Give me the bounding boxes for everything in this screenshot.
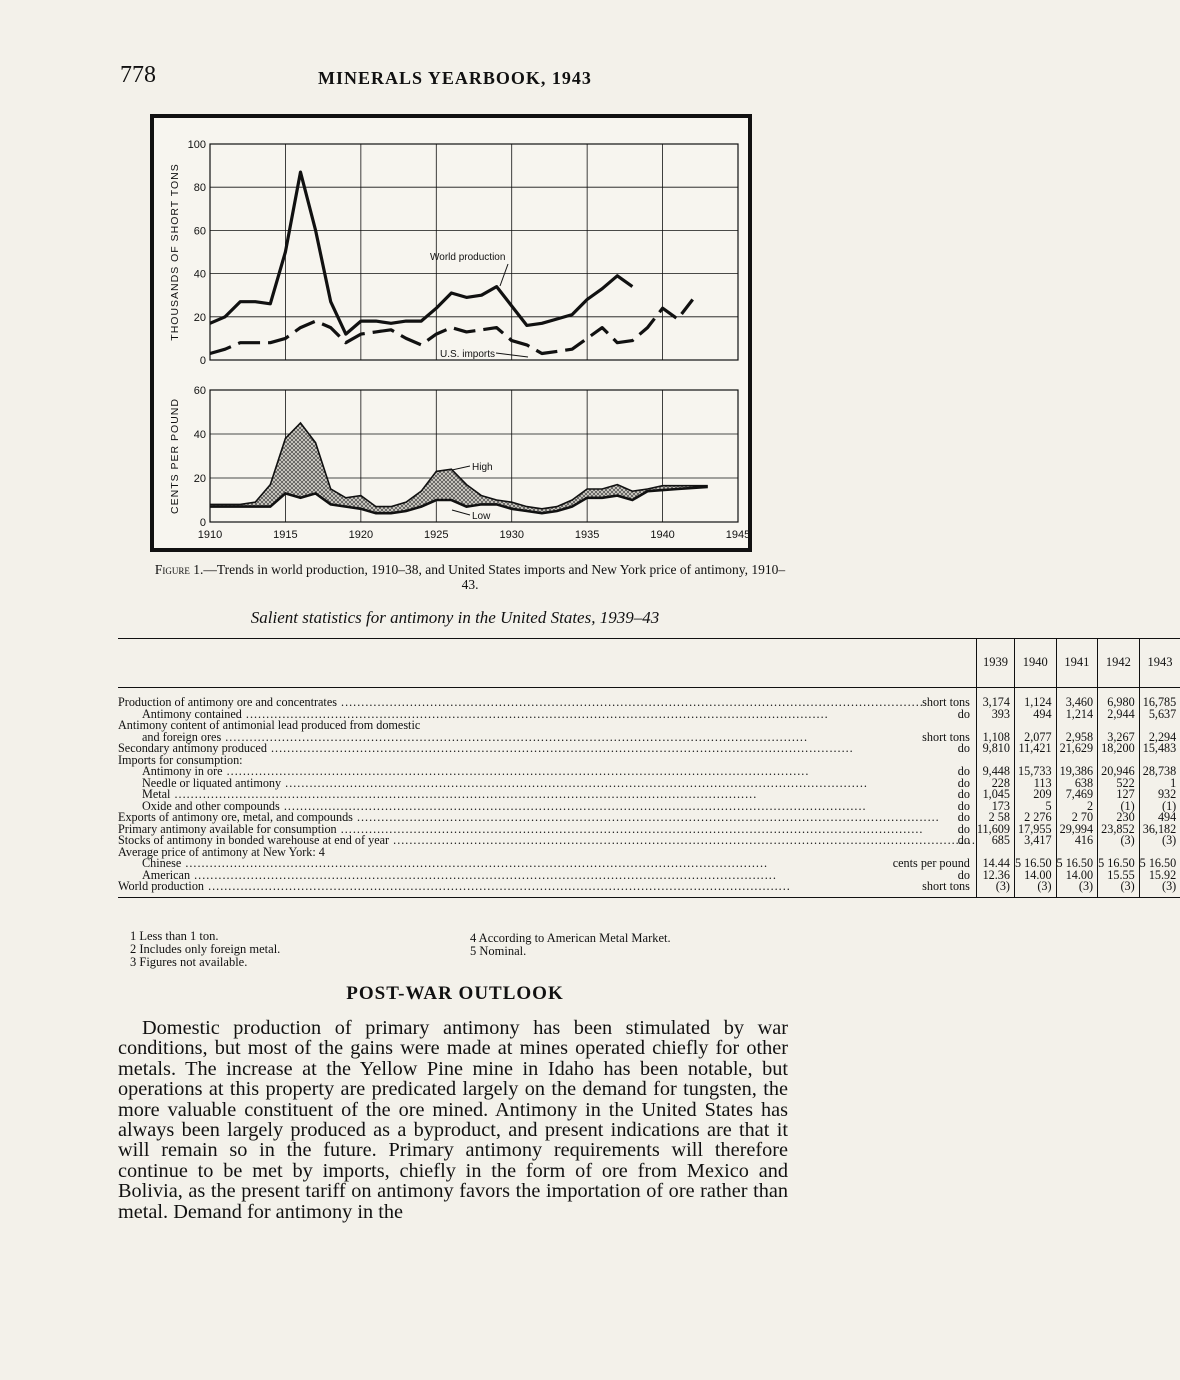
table-cell: 2,294 — [1139, 732, 1180, 744]
y-tick-label: 40 — [193, 268, 206, 281]
y-axis-label: CENTS PER POUND — [169, 398, 181, 514]
footnotes-left — [130, 930, 280, 969]
table-cell: 2 70 — [1056, 812, 1098, 824]
table-cell: 416 — [1056, 835, 1098, 847]
table-cell: 393 — [976, 709, 1014, 721]
annotation-us-imports: U.S. imports — [440, 349, 496, 360]
row-unit: short tons — [922, 729, 970, 744]
column-header: 1940 — [1014, 639, 1056, 688]
running-head: MINERALS YEARBOOK, 1943 — [318, 68, 592, 88]
table-cell: 228 — [976, 778, 1014, 790]
x-tick-label: 1945 — [725, 529, 751, 541]
table-cell: 15,483 — [1139, 743, 1180, 755]
table-cell: 14.44 — [976, 858, 1014, 870]
x-tick-label: 1915 — [273, 529, 298, 541]
footnotes-right — [470, 932, 671, 958]
table-cell: (3) — [1139, 835, 1180, 847]
table-cell: 1,045 — [976, 789, 1014, 801]
table-cell: 18,200 — [1098, 743, 1140, 755]
table-title: Salient statistics for antimony in the United States, 1939–43 — [250, 608, 660, 627]
y-tick-label: 40 — [193, 429, 206, 441]
row-unit: short tons — [922, 879, 970, 893]
y-axis-label: THOUSANDS OF SHORT TONS — [169, 163, 181, 341]
row-label-text: Chinese ..... — [142, 856, 768, 870]
production-imports-panel — [169, 139, 738, 367]
table-cell: 7,469 — [1056, 789, 1098, 801]
price-panel — [169, 385, 750, 541]
table-cell: 17,955 — [1014, 824, 1056, 836]
row-label-text: Antimony content of antimonial lead produced from domestic — [118, 718, 421, 732]
table-cell: 5,637 — [1139, 709, 1180, 721]
x-tick-label: 1940 — [650, 529, 675, 541]
table-cell: 15,733 — [1014, 766, 1056, 778]
annotation-arrow — [452, 466, 470, 470]
column-header: 1941 — [1056, 639, 1098, 688]
page-number: 778 — [120, 62, 156, 88]
row-unit: do — [957, 798, 970, 813]
table-cell: 494 — [1014, 709, 1056, 721]
row-label-text: Primary antimony available for consumption ..... — [118, 822, 923, 836]
table-cell: 3,417 — [1014, 835, 1056, 847]
row-unit: do — [957, 810, 970, 824]
caption-text: —Trends in world production, 1910–38, and United States imports and New York price of antimony, 1910–43. — [203, 562, 786, 592]
y-tick-label: 80 — [193, 182, 206, 195]
row-unit: do — [957, 741, 970, 755]
table-cell: (1) — [1139, 801, 1180, 813]
table-cell: 14.00 — [1056, 870, 1098, 882]
y-tick-label: 100 — [187, 139, 206, 151]
body-paragraph: Domestic production of primary antimony has been stimulated by war conditions, but most of the gains were made at mines operated chiefly for other metals. The increase at the Yellow Pine mine in Idaho has been notable, but operations at this property are predicated largely on the demand for tungsten, the more valuable constituent of the ore mined. Antimony in the United States has always been largely produced as a byproduct, and present indications are that it will remain so in the future. Primary antimony requirements will therefore continue to be met by imports, chiefly in the form of ore from Mexico and Bolivia, as the present tariff on antimony favors the importation of ore rather than metal. Demand for antimony in the — [118, 1017, 788, 1223]
y-tick-label: 20 — [193, 311, 206, 324]
annotation-low: Low — [472, 511, 491, 522]
table-cell: 36,182 — [1139, 824, 1180, 836]
y-tick-label: 60 — [193, 225, 206, 238]
table-cell: 20,946 — [1098, 766, 1140, 778]
table-cell: 209 — [1014, 789, 1056, 801]
table-cell: (3) — [1098, 881, 1140, 897]
row-label-text: Exports of antimony ore, metal, and compounds ..... — [118, 810, 940, 824]
y-tick-label: 60 — [193, 385, 206, 397]
y-tick-label: 0 — [199, 355, 206, 367]
table-cell: 2,944 — [1098, 709, 1140, 721]
table-cell: 1 — [1139, 778, 1180, 790]
annotation-world-production: World production — [430, 252, 506, 263]
table-cell: 14.00 — [1014, 870, 1056, 882]
column-header: 1939 — [976, 639, 1014, 688]
table-cell: (3) — [1056, 881, 1098, 897]
footnote: 3 Figures not available. — [130, 955, 248, 969]
table-cell: 15.55 — [1098, 870, 1140, 882]
figure-chart — [150, 114, 752, 552]
table-row — [118, 688, 1180, 709]
column-header: 1942 — [1098, 639, 1140, 688]
annotation-arrow — [500, 264, 508, 286]
row-unit: do — [957, 787, 970, 801]
annotation-arrow — [452, 510, 470, 515]
table-cell: 3,460 — [1056, 688, 1098, 709]
section-heading: POST-WAR OUTLOOK — [346, 983, 564, 1004]
row-label-text: Stocks of antimony in bonded warehouse at end of year ..... — [118, 833, 976, 847]
row-label-text: Production of antimony ore and concentrates ..... — [118, 695, 924, 709]
table-cell: 19,386 — [1056, 766, 1098, 778]
table-cell: (1) — [1098, 801, 1140, 813]
table-cell: 5 16.50 — [1139, 858, 1180, 870]
table-cell: 2,958 — [1056, 732, 1098, 744]
salient-statistics-table — [118, 638, 1180, 898]
table-cell: 9,448 — [976, 766, 1014, 778]
table-cell: 5 — [1014, 801, 1056, 813]
table-cell: 28,738 — [1139, 766, 1180, 778]
row-label-text: American ..... — [142, 868, 777, 882]
table-cell: 1,108 — [976, 732, 1014, 744]
row-label-text: World production ..... — [118, 879, 791, 893]
table-cell: 3,174 — [976, 688, 1014, 709]
row-label-text: Antimony in ore ..... — [142, 764, 809, 778]
table-cell: 5 16.50 — [1098, 858, 1140, 870]
table-cell: 11,421 — [1014, 743, 1056, 755]
table-cell: (3) — [1139, 881, 1180, 897]
table-cell: 1,124 — [1014, 688, 1056, 709]
x-tick-label: 1925 — [424, 529, 449, 541]
series-line-us-imports — [210, 300, 693, 354]
table-cell: 173 — [976, 801, 1014, 813]
table-cell: 494 — [1139, 812, 1180, 824]
x-tick-label: 1935 — [574, 529, 600, 541]
table-cell: 2,077 — [1014, 732, 1056, 744]
row-label-text: Secondary antimony produced ..... — [118, 741, 854, 755]
row-label — [118, 743, 976, 755]
footnote: 1 Less than 1 ton. — [130, 929, 219, 943]
stub-header — [118, 639, 976, 688]
series-line-world-production — [210, 172, 632, 334]
table-cell: 2 58 — [976, 812, 1014, 824]
table-cell: 638 — [1056, 778, 1098, 790]
table-cell: 15.92 — [1139, 870, 1180, 882]
footnote: 4 According to American Metal Market. — [470, 931, 671, 945]
row-label-text: Needle or liquated antimony ..... — [142, 776, 868, 790]
table-cell: 932 — [1139, 789, 1180, 801]
row-label-text: Oxide and other compounds ..... — [142, 799, 867, 813]
y-tick-label: 0 — [199, 517, 206, 529]
row-unit: do — [957, 821, 970, 836]
table-header-row — [118, 639, 1180, 688]
y-tick-label: 20 — [193, 473, 206, 485]
table-cell: 6,980 — [1098, 688, 1140, 709]
x-tick-label: 1930 — [499, 529, 524, 541]
table-cell: (3) — [976, 881, 1014, 897]
footnote: 2 Includes only foreign metal. — [130, 942, 281, 956]
table-cell: (3) — [1014, 881, 1056, 897]
figure-caption — [150, 562, 790, 592]
table-row — [118, 743, 1180, 755]
caption-label: Figure 1. — [154, 562, 204, 577]
row-label — [118, 881, 976, 897]
table-cell: 2 — [1056, 801, 1098, 813]
table-cell: 5 16.50 — [1014, 858, 1056, 870]
table-cell: 113 — [1014, 778, 1056, 790]
row-unit: cents per pound — [892, 856, 970, 870]
table-cell: 1,214 — [1056, 709, 1098, 721]
table-cell: 23,852 — [1098, 824, 1140, 836]
row-label-text: Antimony contained ..... — [142, 707, 829, 721]
x-tick-label: 1920 — [348, 529, 374, 541]
annotation-high: High — [472, 462, 493, 473]
table-cell: 522 — [1098, 778, 1140, 790]
row-unit: do — [957, 833, 970, 847]
footnote: 5 Nominal. — [470, 944, 527, 958]
table-cell: 11,609 — [976, 824, 1014, 836]
table-cell: 2 276 — [1014, 812, 1056, 824]
column-header: 1943 — [1139, 639, 1180, 688]
row-label — [118, 688, 976, 709]
row-unit: do — [957, 764, 970, 778]
table-cell: 9,810 — [976, 743, 1014, 755]
table-cell: 16,785 — [1139, 688, 1180, 709]
row-label-text: and foreign ores ..... — [142, 730, 808, 744]
table-row — [118, 881, 1180, 897]
row-unit: do — [957, 706, 970, 721]
table-cell: 29,994 — [1056, 824, 1098, 836]
table-cell: 127 — [1098, 789, 1140, 801]
row-unit: short tons — [922, 695, 970, 709]
table-cell: 3,267 — [1098, 732, 1140, 744]
table-cell: (3) — [1098, 835, 1140, 847]
row-label-text: Average price of antimony at New York: 4 — [118, 844, 325, 859]
row-label-text: Imports for consumption: — [118, 752, 243, 767]
table-cell: 230 — [1098, 812, 1140, 824]
row-unit: do — [957, 867, 970, 882]
table-cell: 12.36 — [976, 870, 1014, 882]
table-cell: 21,629 — [1056, 743, 1098, 755]
table-cell: 685 — [976, 835, 1014, 847]
x-tick-label: 1910 — [197, 529, 223, 541]
row-unit: do — [957, 775, 970, 790]
table-cell: 5 16.50 — [1056, 858, 1098, 870]
row-label-text: Metal ..... — [142, 787, 757, 801]
